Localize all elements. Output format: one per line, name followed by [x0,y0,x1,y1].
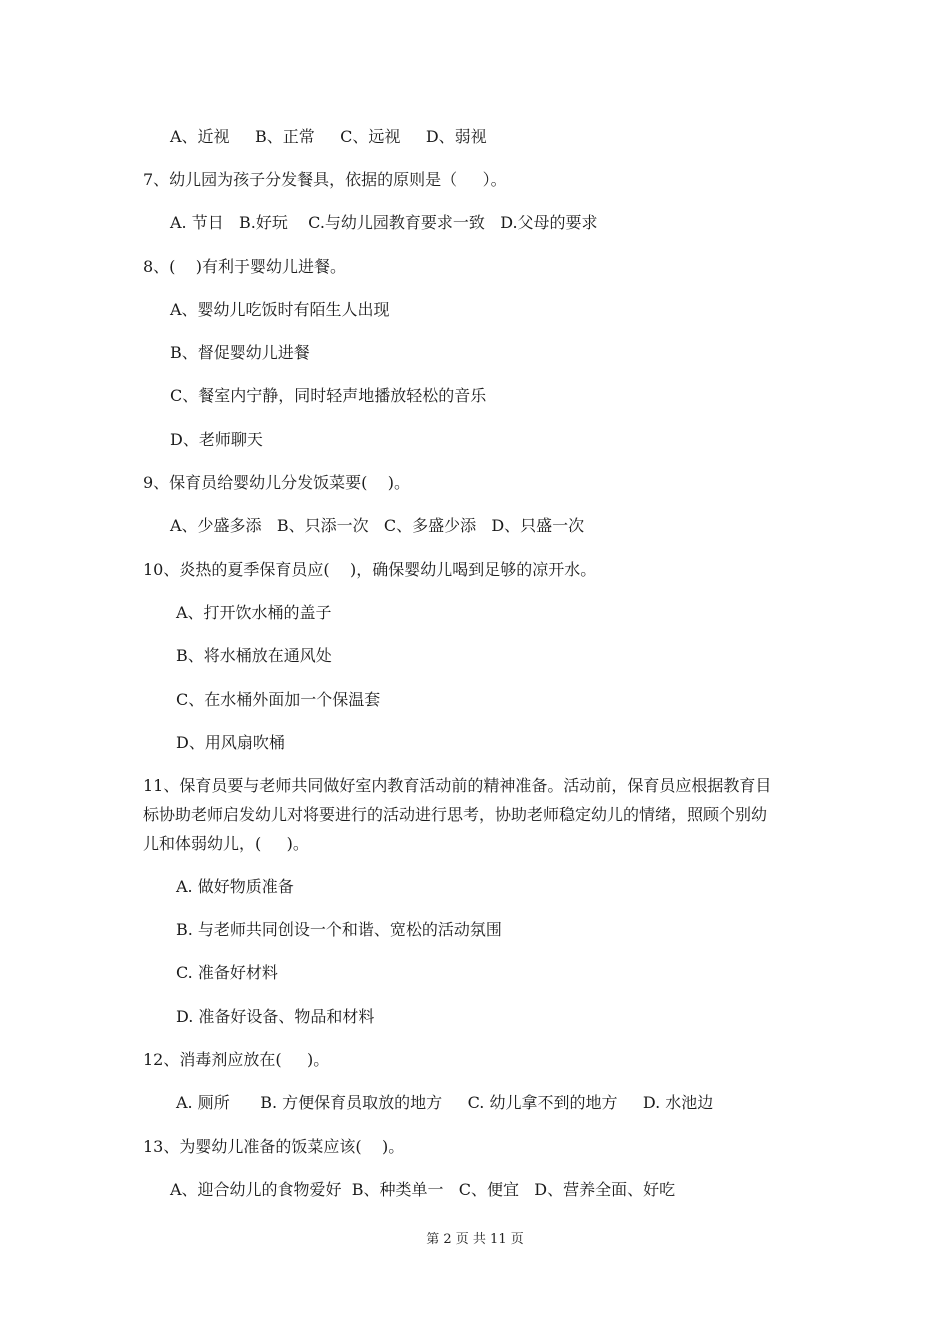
q11-option-b: B. 与老师共同创设一个和谐、宽松的活动氛围 [176,920,502,939]
q7-options: A. 节日 B.好玩 C.与幼儿园教育要求一致 D.父母的要求 [170,213,598,232]
q8-option-b: B、督促婴幼儿进餐 [170,343,310,362]
q12-options: A. 厕所 B. 方便保育员取放的地方 C. 幼儿拿不到的地方 D. 水池边 [176,1093,714,1112]
q8-option-d: D、老师聊天 [170,430,263,449]
q8-option-c: C、餐室内宁静，同时轻声地播放轻松的音乐 [170,386,487,405]
q6-options: A、近视 B、正常 C、远视 D、弱视 [170,127,487,146]
q11-option-c: C. 准备好材料 [176,963,278,982]
q11-option-a: A. 做好物质准备 [176,877,294,896]
q10-option-a: A、打开饮水桶的盖子 [176,603,332,622]
question-10: 10、炎热的夏季保育员应( )，确保婴幼儿喝到足够的凉开水。 [143,560,597,579]
question-8: 8、( )有利于婴幼儿进餐。 [143,257,347,276]
q10-option-d: D、用风扇吹桶 [176,733,285,752]
page-footer: 第 2 页 共 11 页 [426,1232,524,1247]
q13-options: A、迎合幼儿的食物爱好 B、种类单一 C、便宜 D、营养全面、好吃 [170,1180,676,1199]
q10-option-c: C、在水桶外面加一个保温套 [176,690,381,709]
q11-option-d: D. 准备好设备、物品和材料 [176,1007,375,1026]
question-13: 13、为婴幼儿准备的饭菜应该( )。 [143,1137,405,1156]
question-11-line-3: 儿和体弱幼儿，( )。 [143,834,309,853]
question-7: 7、幼儿园为孩子分发餐具，依据的原则是（ ）。 [143,170,507,189]
q8-option-a: A、婴幼儿吃饭时有陌生人出现 [170,300,390,319]
question-11-line-1: 11、保育员要与老师共同做好室内教育活动前的精神准备。活动前，保育员应根据教育目 [143,776,772,795]
question-9: 9、保育员给婴幼儿分发饭菜要( )。 [143,473,411,492]
q9-options: A、少盛多添 B、只添一次 C、多盛少添 D、只盛一次 [170,516,585,535]
question-11-line-2: 标协助老师启发幼儿对将要进行的活动进行思考，协助老师稳定幼儿的情绪，照顾个别幼 [143,805,768,824]
question-12: 12、消毒剂应放在( )。 [143,1050,330,1069]
q10-option-b: B、将水桶放在通风处 [176,646,332,665]
